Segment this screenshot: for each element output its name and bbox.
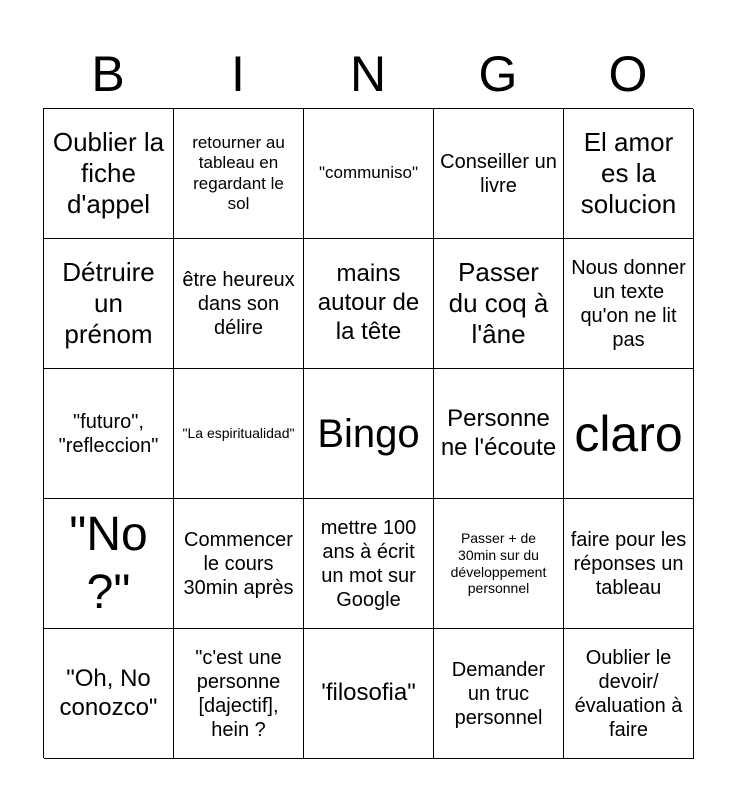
bingo-cell[interactable]: "La espiritualidad" — [174, 369, 304, 499]
bingo-cell[interactable]: Oublier le devoir/ évaluation à faire — [564, 629, 694, 759]
bingo-cell[interactable]: El amor es la solucion — [564, 109, 694, 239]
bingo-cell[interactable]: "Oh, No conozco" — [44, 629, 174, 759]
bingo-cell[interactable]: être heureux dans son délire — [174, 239, 304, 369]
bingo-cell[interactable]: Détruire un prénom — [44, 239, 174, 369]
bingo-cell[interactable]: Passer du coq à l'âne — [434, 239, 564, 369]
bingo-cell[interactable]: 'filosofia" — [304, 629, 434, 759]
bingo-cell[interactable]: mettre 100 ans à écrit un mot sur Google — [304, 499, 434, 629]
bingo-cell[interactable]: Commencer le cours 30min après — [174, 499, 304, 629]
bingo-cell[interactable]: mains autour de la tête — [304, 239, 434, 369]
bingo-cell[interactable]: Nous donner un texte qu'on ne lit pas — [564, 239, 694, 369]
bingo-cell[interactable]: "No ?" — [44, 499, 174, 629]
bingo-cell[interactable]: "futuro", "refleccion" — [44, 369, 174, 499]
bingo-grid — [43, 108, 693, 758]
header-letter-o: O — [608, 46, 648, 102]
bingo-cell[interactable]: Oublier la fiche d'appel — [44, 109, 174, 239]
bingo-cell[interactable]: Demander un truc personnel — [434, 629, 564, 759]
header-letter-n: N — [349, 46, 387, 102]
bingo-cell[interactable]: faire pour les réponses un tableau — [564, 499, 694, 629]
bingo-cell[interactable]: "c'est une personne [dajectif], hein ? — [174, 629, 304, 759]
header-letter-i: I — [231, 46, 245, 102]
bingo-cell[interactable]: Personne ne l'écoute — [434, 369, 564, 499]
header-letter-b: B — [91, 46, 125, 102]
bingo-header — [43, 40, 693, 108]
bingo-cell[interactable]: Conseiller un livre — [434, 109, 564, 239]
bingo-cell[interactable]: claro — [564, 369, 694, 499]
header-letter-g: G — [478, 46, 518, 102]
bingo-cell free-space[interactable]: Bingo — [304, 369, 434, 499]
bingo-cell[interactable]: Passer + de 30min sur du développement personnel — [434, 499, 564, 629]
bingo-cell[interactable]: retourner au tableau en regardant le sol — [174, 109, 304, 239]
bingo-cell[interactable]: "communiso" — [304, 109, 434, 239]
